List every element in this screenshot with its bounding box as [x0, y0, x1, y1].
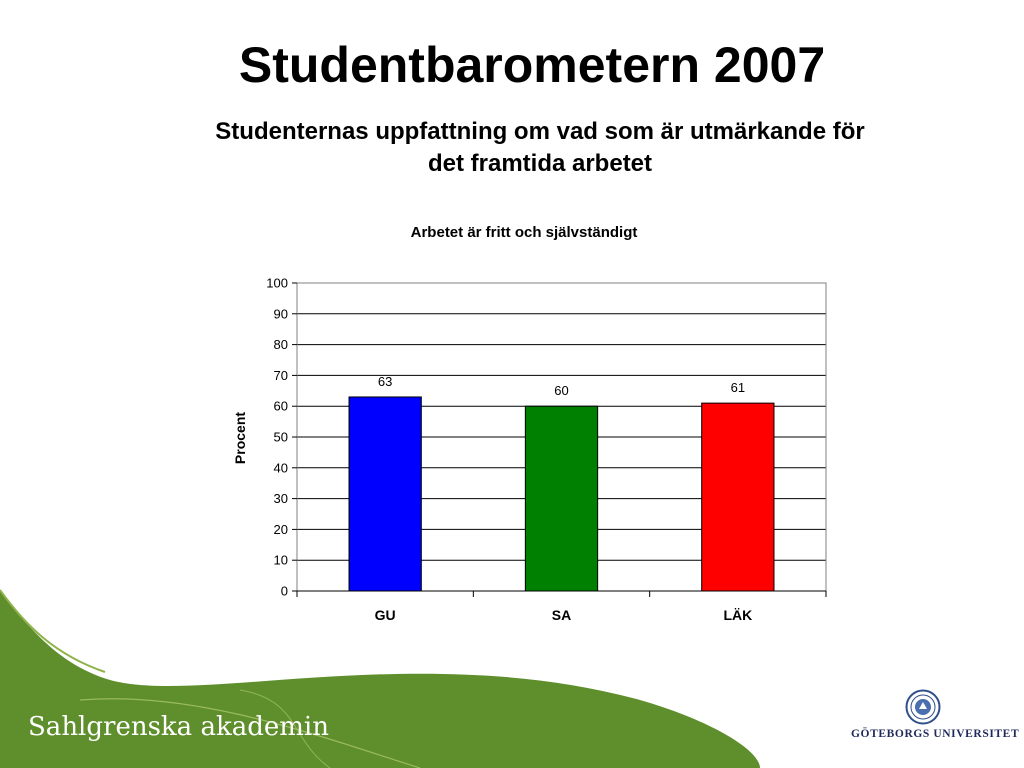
x-tick-label: SA: [551, 607, 572, 623]
chart-title: Arbetet är fritt och självständigt: [410, 224, 638, 241]
y-tick-label: 70: [273, 367, 288, 383]
university-seal-icon: [905, 689, 941, 725]
y-tick-label: 60: [273, 398, 288, 414]
y-tick-label: 0: [280, 583, 288, 599]
bar-gu: [349, 397, 421, 591]
y-tick-label: 30: [273, 491, 288, 507]
bar-sa: [525, 406, 597, 591]
x-tick-label: GU: [374, 607, 396, 623]
data-label: 61: [730, 380, 746, 396]
y-tick-label: 40: [273, 460, 288, 476]
bar-läk: [702, 403, 774, 591]
y-tick-label: 10: [273, 552, 288, 568]
page-title: Studentbarometern 2007: [238, 37, 826, 93]
y-tick-label: 80: [273, 337, 288, 353]
footer-brand: Sahlgrenska akademin: [28, 712, 329, 742]
y-tick-label: 90: [273, 306, 288, 322]
y-tick-label: 100: [266, 275, 288, 291]
university-name: GÖTEBORGS UNIVERSITET: [851, 728, 1020, 740]
x-axis-ticks: [297, 591, 826, 623]
bars: [349, 374, 774, 591]
data-label: 63: [377, 373, 393, 389]
y-axis-ticks: [266, 276, 297, 599]
page-subtitle: Studenternas uppfattning om vad som är utmärkande för det framtida arbetet: [215, 118, 865, 177]
data-label: 60: [554, 383, 569, 399]
y-axis-label: Procent: [232, 411, 248, 465]
x-tick-label: LÄK: [723, 607, 753, 623]
y-tick-label: 20: [273, 521, 288, 537]
y-tick-label: 50: [273, 429, 288, 445]
